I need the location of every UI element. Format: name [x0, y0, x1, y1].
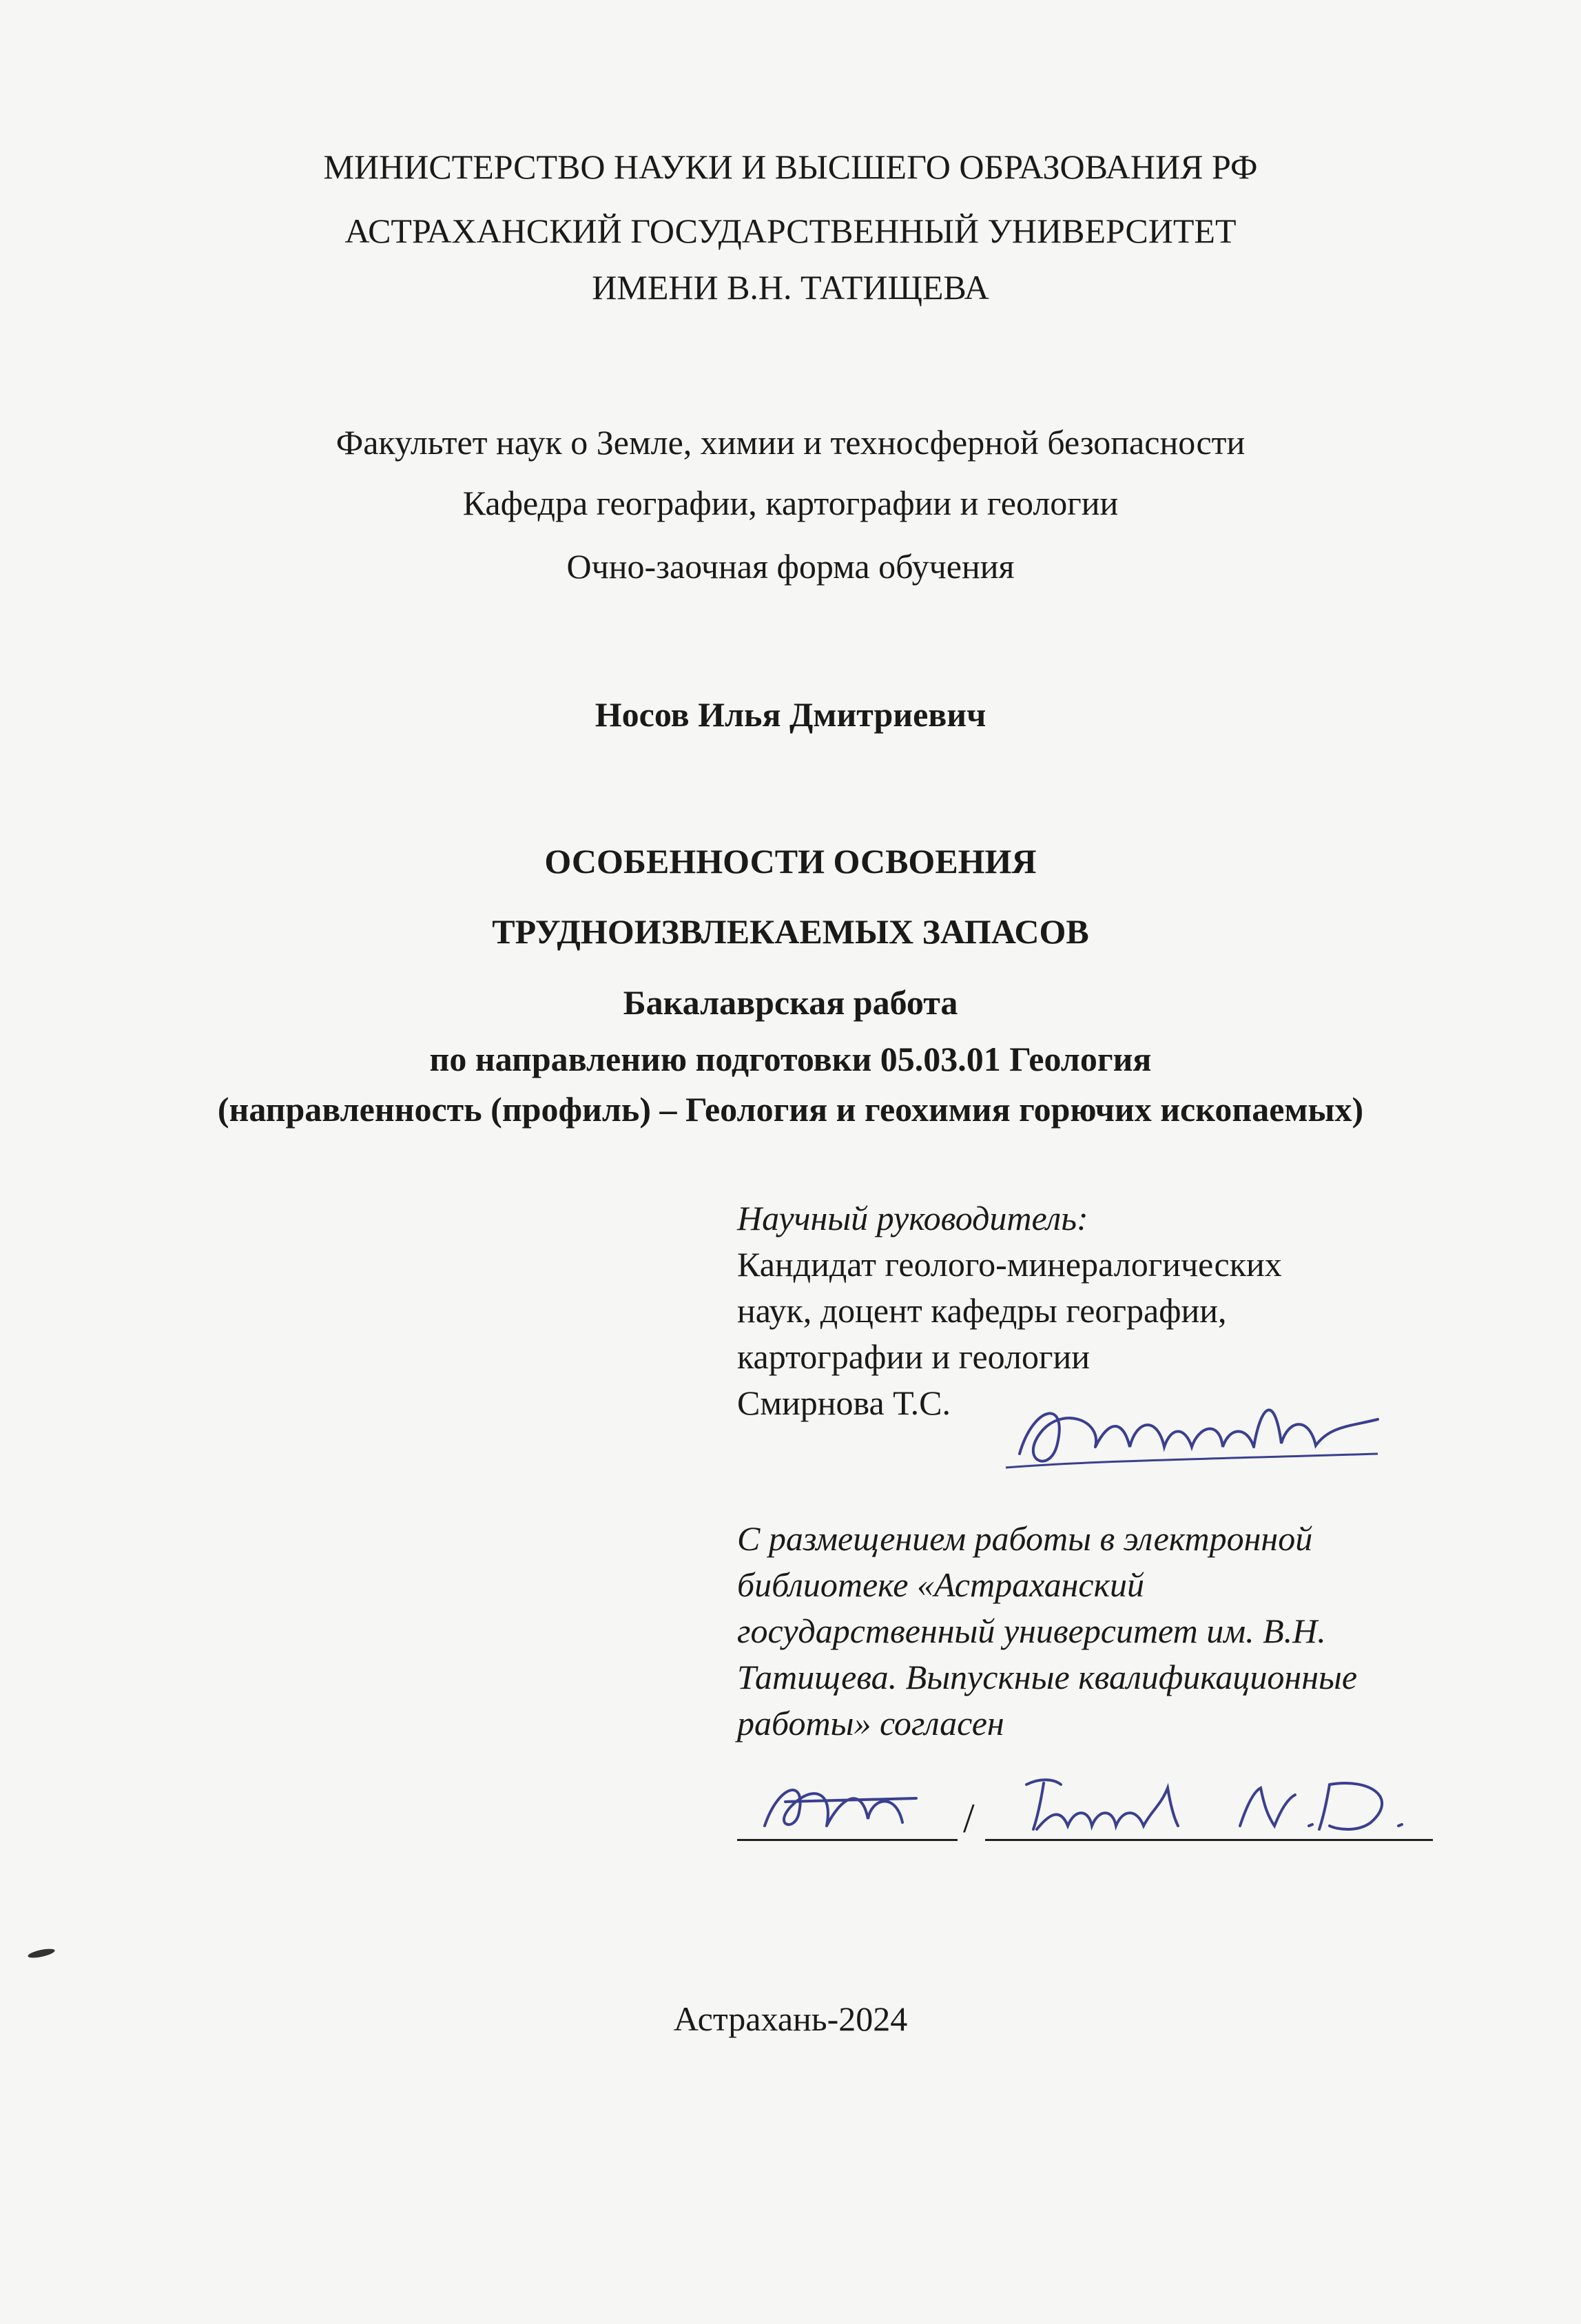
consent-signature-row: [737, 1771, 1433, 1847]
thesis-title-line-2: ТРУДНОИЗВЛЕКАЕМЫХ ЗАПАСОВ: [492, 912, 1089, 951]
study-direction: по направлению подготовки 05.03.01 Геология: [429, 1040, 1152, 1078]
department-name: Кафедра географии, картографии и геологии: [462, 484, 1119, 522]
supervisor-degree: Кандидат геолого-минералогических: [737, 1245, 1282, 1284]
study-profile: (направленность (профиль) – Геология и геохимия горючих ископаемых): [217, 1090, 1364, 1129]
faculty-name: Факультет наук о Земле, химии и техносферной безопасности: [335, 423, 1246, 462]
university-heading: АСТРАХАНСКИЙ ГОСУДАРСТВЕННЫЙ УНИВЕРСИТЕТ: [344, 212, 1237, 250]
author-name: Носов Илья Дмитриевич: [595, 695, 986, 734]
scan-speck: [27, 1947, 55, 1960]
student-name-handwritten: [1013, 1771, 1426, 1840]
signature-slash: /: [963, 1796, 975, 1841]
supervisor-department: картографии и геологии: [737, 1337, 1090, 1376]
consent-line-2: библиотеке «Астраханский: [737, 1565, 1144, 1604]
consent-block: [737, 1516, 1529, 1747]
supervisor-signature: [992, 1378, 1392, 1488]
study-form: Очно-заочная форма обучения: [566, 547, 1015, 586]
consent-line-5: работы» согласен: [737, 1704, 1004, 1742]
supervisor-label: Научный руководитель:: [737, 1199, 1088, 1237]
consent-line-4: Татищева. Выпускные квалификационные: [737, 1658, 1358, 1696]
consent-line-3: государственный университет им. В.Н.: [737, 1612, 1326, 1650]
work-type: Бакалаврская работа: [623, 983, 958, 1022]
university-named-after: ИМЕНИ В.Н. ТАТИЩЕВА: [592, 268, 989, 307]
ministry-heading: МИНИСТЕРСТВО НАУКИ И ВЫСШЕГО ОБРАЗОВАНИЯ РФ: [323, 147, 1258, 186]
consent-line-1: С размещением работы в электронной: [737, 1519, 1313, 1558]
supervisor-position: наук, доцент кафедры географии,: [737, 1291, 1227, 1330]
thesis-title-line-1: ОСОБЕННОСТИ ОСВОЕНИЯ: [544, 842, 1037, 881]
city-year: Астрахань-2024: [673, 1999, 908, 2038]
supervisor-name: Смирнова Т.С.: [737, 1384, 951, 1422]
student-signature: [744, 1771, 951, 1840]
